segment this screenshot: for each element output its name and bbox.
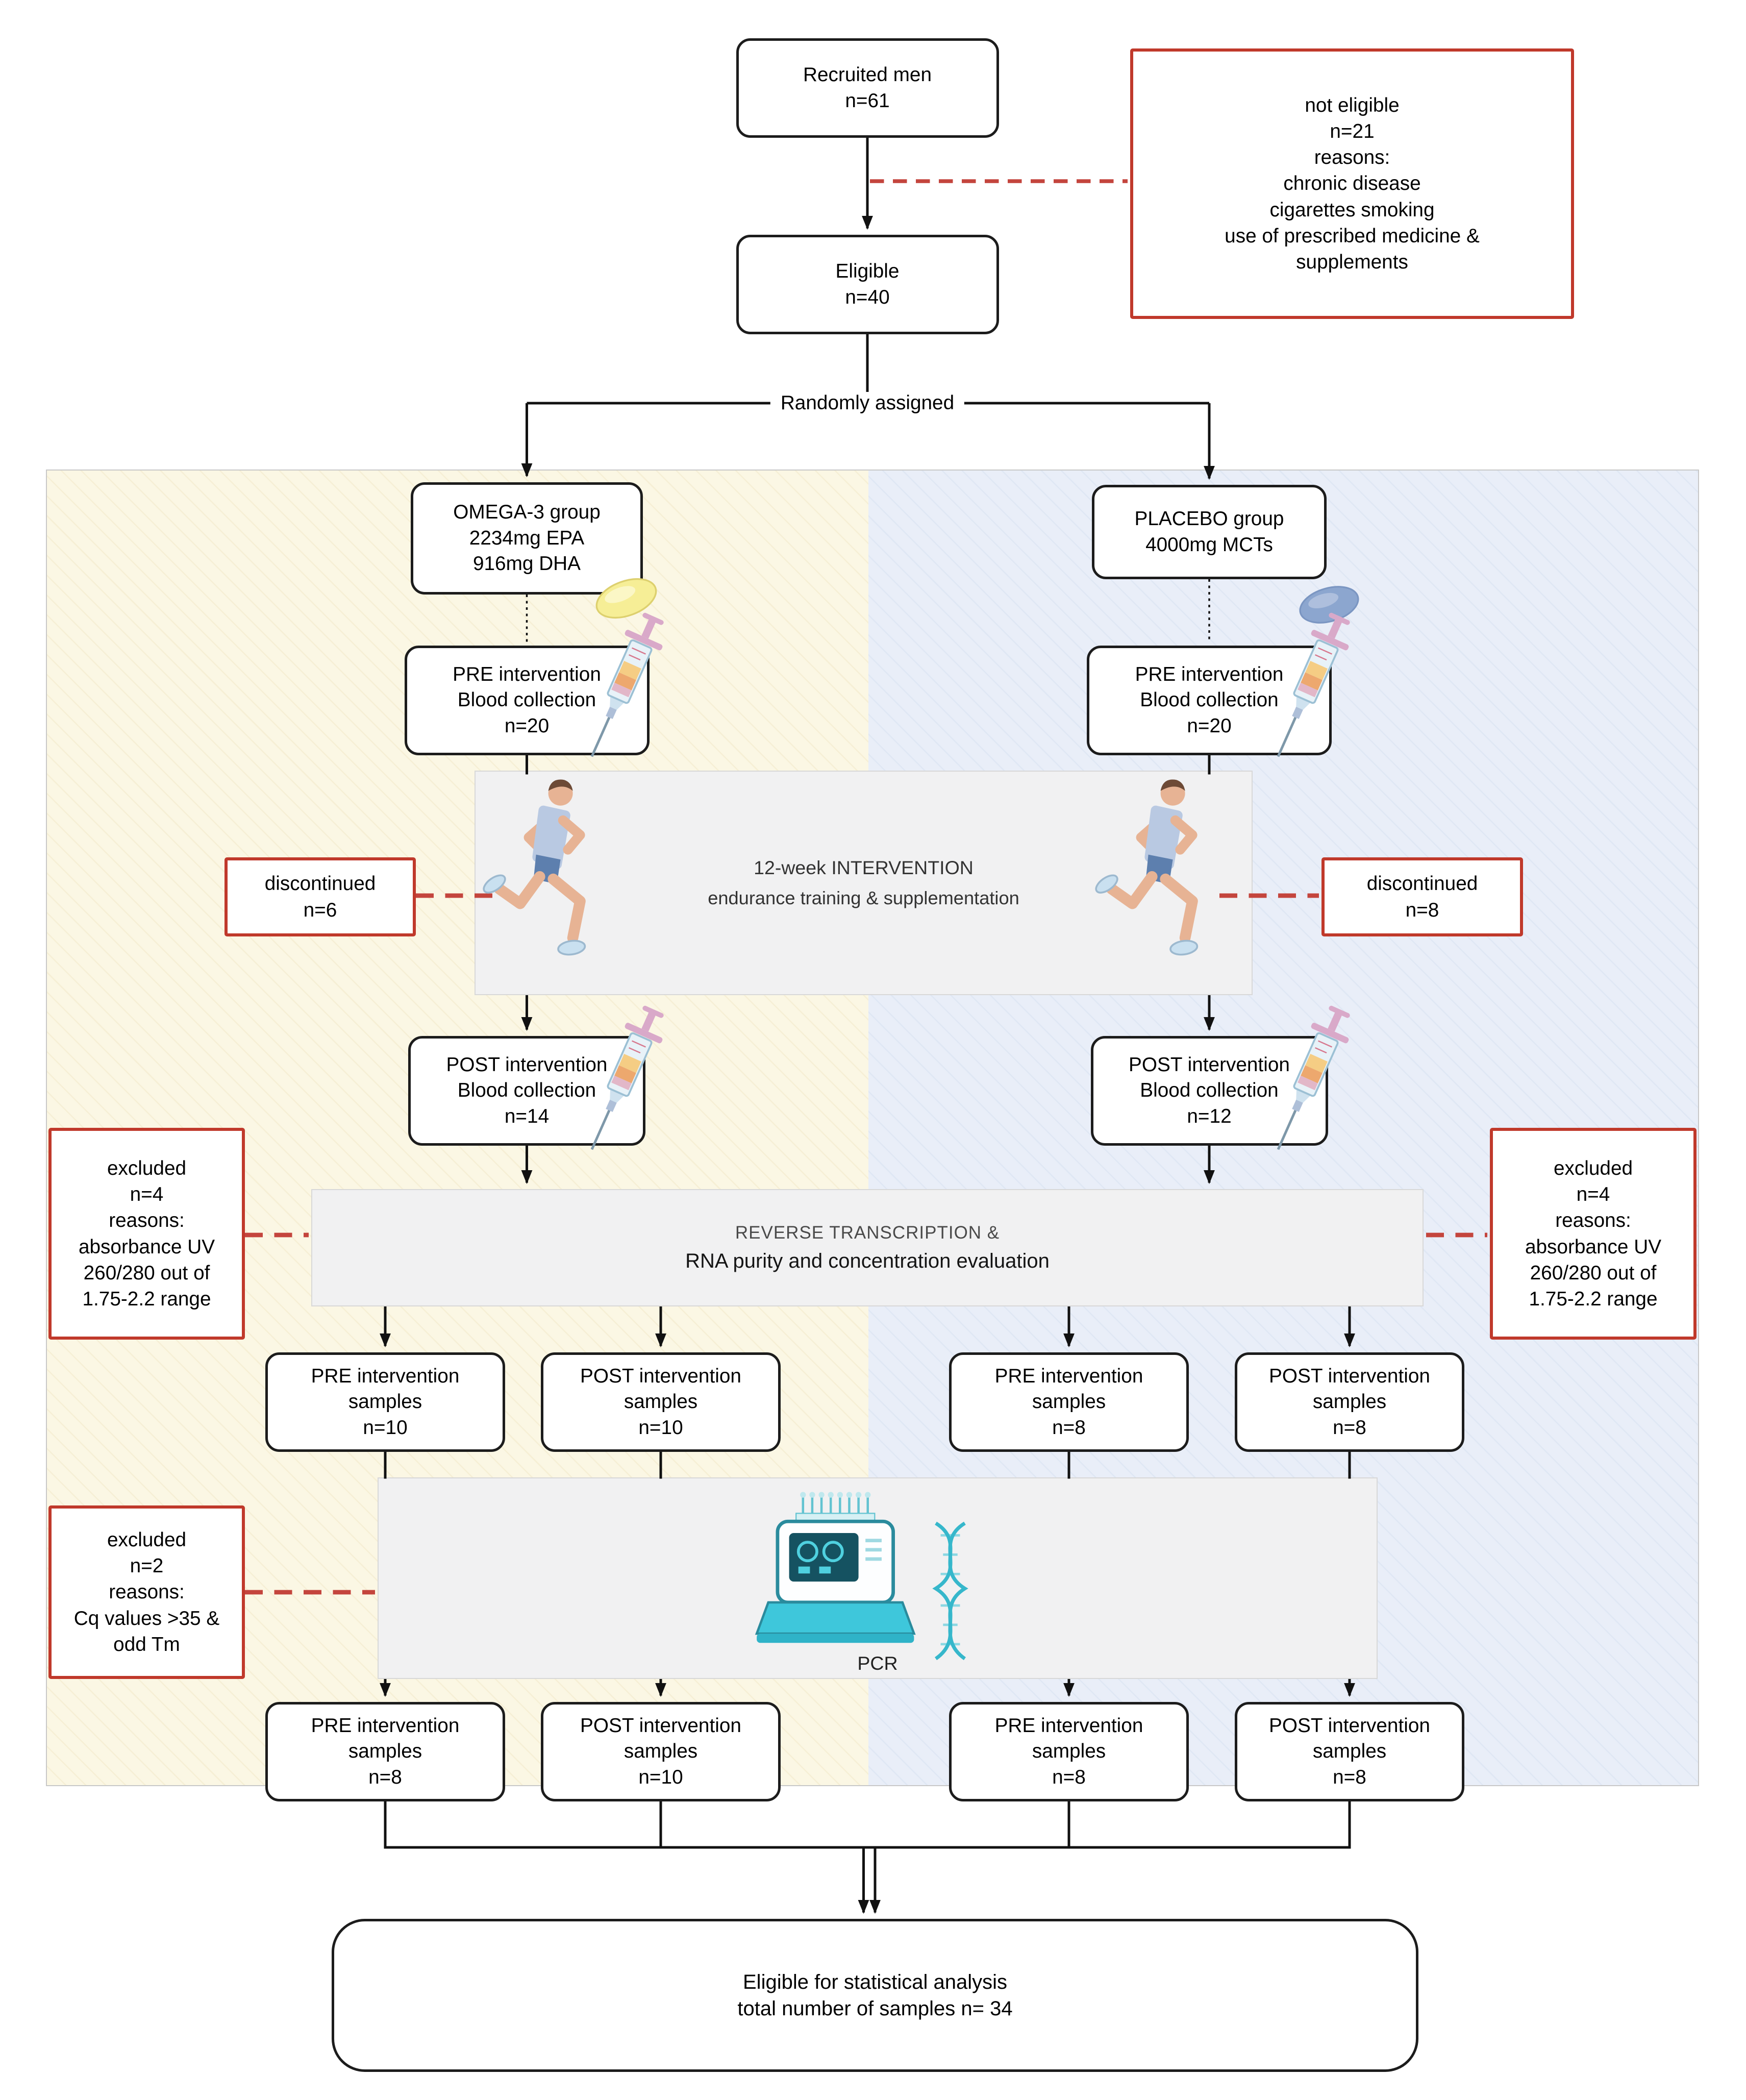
box-line: odd Tm — [113, 1633, 180, 1656]
box-line: samples — [348, 1740, 422, 1763]
box-line: n=4 — [130, 1183, 164, 1206]
box-line: PRE intervention — [994, 1714, 1143, 1737]
excluded-pcr-box — [48, 1505, 245, 1679]
box-line: not eligible — [1305, 94, 1400, 116]
box-line: n=8 — [1052, 1416, 1086, 1439]
box-line: n=6 — [303, 899, 337, 921]
discontinued-placebo-box — [1321, 857, 1523, 936]
box-line: POST intervention — [1269, 1714, 1430, 1737]
box-line: Eligible — [835, 260, 900, 283]
box-line: reasons: — [109, 1581, 185, 1603]
box-line: 2234mg EPA — [469, 527, 585, 549]
recruited-box — [736, 38, 999, 138]
placebo-rt-pre-samples-box — [949, 1352, 1189, 1452]
placebo-pcr-pre-samples-box — [949, 1702, 1189, 1801]
pcr-machine-icon — [747, 1490, 921, 1652]
box-line: excluded — [107, 1157, 187, 1180]
randomly-assigned-label: Randomly assigned — [770, 392, 964, 414]
box-line: chronic disease — [1283, 172, 1421, 195]
box-line: Blood collection — [457, 689, 596, 711]
omega-pcr-pre-samples-box — [265, 1702, 505, 1801]
box-line: PRE intervention — [453, 663, 601, 685]
placebo-group-box — [1092, 485, 1327, 579]
box-line: 4000mg MCTs — [1145, 533, 1273, 556]
box-line: n=4 — [1576, 1183, 1610, 1206]
box-line: n=8 — [1052, 1766, 1086, 1788]
not-eligible-box — [1130, 48, 1574, 319]
final-analysis-box — [332, 1919, 1418, 2072]
excluded-rt-omega-box — [48, 1128, 245, 1340]
box-line: 260/280 out of — [1530, 1262, 1657, 1284]
box-line: POST intervention — [1129, 1053, 1290, 1076]
box-line: 916mg DHA — [472, 553, 581, 575]
box-line: Blood collection — [457, 1079, 596, 1102]
box-line: n=10 — [638, 1766, 683, 1788]
stage-line: RNA purity and concentration evaluation — [685, 1249, 1050, 1272]
box-line: 1.75-2.2 range — [1529, 1288, 1658, 1310]
box-line: total number of samples n= 34 — [737, 1997, 1013, 2020]
stage-line: REVERSE TRANSCRIPTION & — [735, 1223, 1000, 1243]
box-line: reasons: — [1314, 146, 1390, 169]
runner-icon — [1094, 776, 1217, 985]
box-line: samples — [348, 1391, 422, 1413]
discontinued-omega-box — [225, 857, 416, 936]
box-line: POST intervention — [580, 1714, 741, 1737]
box-line: n=8 — [368, 1766, 402, 1788]
box-line: n=14 — [504, 1105, 550, 1127]
box-line: n=8 — [1405, 899, 1439, 921]
box-line: n=20 — [1187, 714, 1232, 737]
box-line: Cq values >35 & — [73, 1607, 220, 1629]
box-line: 1.75-2.2 range — [82, 1288, 211, 1310]
box-line: PRE intervention — [311, 1365, 460, 1387]
box-line: samples — [1312, 1391, 1387, 1413]
pcr-label: PCR — [857, 1652, 898, 1674]
box-line: n=2 — [130, 1555, 164, 1577]
box-line: POST intervention — [1269, 1365, 1430, 1387]
box-line: samples — [1032, 1740, 1106, 1763]
box-line: reasons: — [1555, 1209, 1631, 1232]
box-line: reasons: — [109, 1209, 185, 1232]
eligible-box — [736, 235, 999, 334]
box-line: n=8 — [1333, 1766, 1366, 1788]
box-line: absorbance UV — [78, 1236, 215, 1258]
box-line: n=10 — [363, 1416, 408, 1439]
box-line: samples — [623, 1391, 698, 1413]
stage-line: endurance training & supplementation — [708, 887, 1019, 909]
box-line: Blood collection — [1140, 1079, 1279, 1102]
box-line: n=61 — [845, 89, 890, 112]
box-line: discontinued — [1366, 873, 1478, 895]
box-line: n=10 — [638, 1416, 683, 1439]
placebo-rt-post-samples-box — [1235, 1352, 1464, 1452]
box-line: n=40 — [845, 286, 890, 308]
box-line: 260/280 out of — [83, 1262, 210, 1284]
dna-helix-icon — [926, 1521, 975, 1661]
box-line: samples — [1032, 1391, 1106, 1413]
box-line: n=8 — [1333, 1416, 1366, 1439]
box-line: samples — [623, 1740, 698, 1763]
box-line: POST intervention — [580, 1365, 741, 1387]
omega-rt-pre-samples-box — [265, 1352, 505, 1452]
box-line: n=21 — [1330, 120, 1375, 143]
stage-line: 12-week INTERVENTION — [754, 856, 974, 878]
box-line: OMEGA-3 group — [453, 501, 601, 524]
box-line: PRE intervention — [311, 1714, 460, 1737]
box-line: Recruited men — [803, 64, 932, 86]
runner-icon — [482, 776, 605, 985]
box-line: absorbance UV — [1525, 1236, 1662, 1258]
box-line: PLACEBO group — [1134, 508, 1284, 530]
box-line: excluded — [1553, 1157, 1633, 1180]
box-line: supplements — [1296, 251, 1408, 273]
box-line: Blood collection — [1140, 689, 1279, 711]
box-line: PRE intervention — [994, 1365, 1143, 1387]
omega-pcr-post-samples-box — [541, 1702, 781, 1801]
box-line: excluded — [107, 1529, 187, 1551]
box-line: cigarettes smoking — [1269, 199, 1435, 221]
box-line: discontinued — [264, 873, 376, 895]
box-line: use of prescribed medicine & — [1225, 225, 1480, 247]
box-line: n=12 — [1187, 1105, 1232, 1127]
placebo-pcr-post-samples-box — [1235, 1702, 1464, 1801]
excluded-rt-placebo-box — [1490, 1128, 1697, 1340]
box-line: Eligible for statistical analysis — [743, 1971, 1007, 1993]
box-line: POST intervention — [446, 1053, 608, 1076]
box-line: n=20 — [504, 714, 550, 737]
box-line: PRE intervention — [1135, 663, 1284, 685]
box-line: samples — [1312, 1740, 1387, 1763]
omega-rt-post-samples-box — [541, 1352, 781, 1452]
